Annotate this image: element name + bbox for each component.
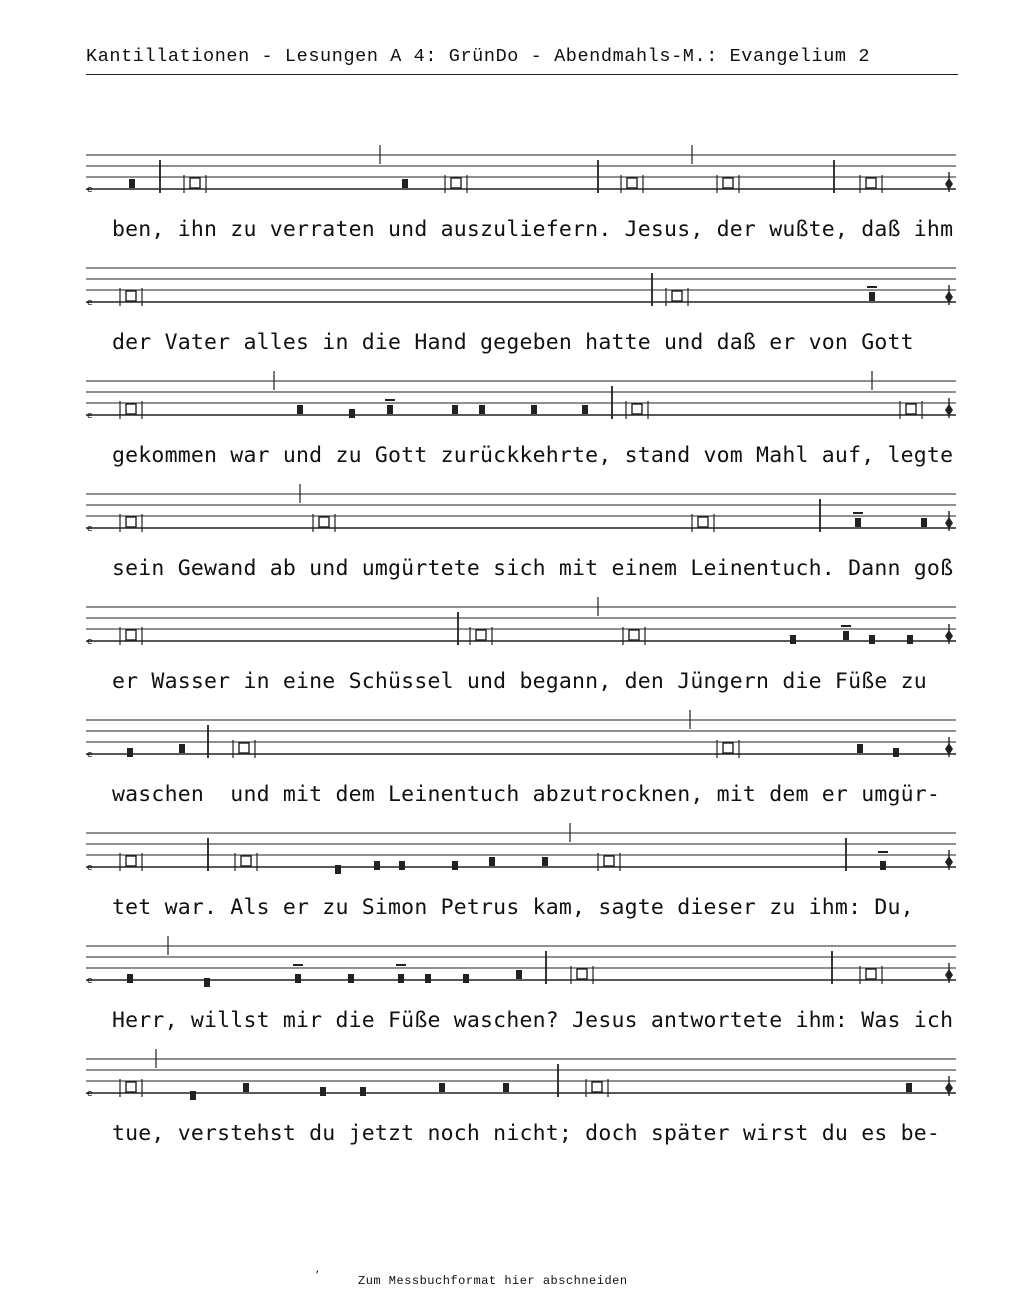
note: [489, 857, 495, 866]
reciting-note: [717, 175, 739, 193]
note: [531, 405, 537, 414]
note: [127, 748, 133, 757]
note: [452, 861, 458, 870]
reciting-note: [184, 175, 206, 193]
note: [295, 974, 301, 983]
reciting-note: [120, 853, 142, 871]
note: [398, 974, 404, 983]
reciting-note: [120, 1079, 142, 1097]
reciting-note: [120, 288, 142, 306]
clef-icon: e: [87, 637, 93, 647]
lyric-line: gekommen war und zu Gott zurückkehrte, stand vom Mahl auf, legte: [112, 443, 954, 468]
note: [204, 978, 210, 987]
note: [127, 974, 133, 983]
note: [335, 865, 341, 874]
note: [374, 861, 380, 870]
note: [790, 635, 796, 644]
reciting-note: [571, 966, 593, 984]
note: [399, 861, 405, 870]
clef-icon: e: [87, 524, 93, 534]
staff-system: [86, 936, 956, 987]
note: [893, 748, 899, 757]
note: [855, 518, 861, 527]
lyric-line: ben, ihn zu verraten und auszuliefern. Jesus, der wußte, daß ihm: [112, 217, 954, 242]
note: [349, 409, 355, 418]
clef-icon: e: [87, 411, 93, 421]
note: [360, 1087, 366, 1096]
clef-icon: e: [87, 1089, 93, 1099]
clef-icon: e: [87, 298, 93, 308]
note: [387, 405, 393, 414]
lyric-line: Herr, willst mir die Füße waschen? Jesus antwortete ihm: Was ich: [112, 1008, 954, 1033]
note: [439, 1083, 445, 1092]
note: [190, 1091, 196, 1100]
staff-system: [86, 484, 956, 534]
staff-system: [86, 710, 956, 760]
staff-system: [86, 597, 956, 647]
staff-system: [86, 145, 956, 195]
reciting-note: [120, 401, 142, 419]
note: [921, 518, 927, 527]
note: [297, 405, 303, 414]
reciting-note: [900, 401, 922, 419]
staff-system: [86, 268, 956, 308]
note: [516, 970, 522, 979]
reciting-note: [120, 627, 142, 645]
reciting-note: [860, 175, 882, 193]
reciting-note: [233, 740, 255, 758]
reciting-note: [623, 627, 645, 645]
clef-icon: e: [87, 976, 93, 986]
lyric-line: tet war. Als er zu Simon Petrus kam, sagte dieser zu ihm: Du,: [112, 895, 914, 920]
staff-system: [86, 371, 956, 421]
reciting-note: [717, 740, 739, 758]
reciting-note: [692, 514, 714, 532]
reciting-note: [598, 853, 620, 871]
reciting-note: [120, 514, 142, 532]
note: [582, 405, 588, 414]
reciting-note: [666, 288, 688, 306]
note: [320, 1087, 326, 1096]
staff-system: [86, 1049, 956, 1100]
lyric-line: waschen und mit dem Leinentuch abzutrocknen, mit dem er umgür-: [112, 782, 941, 807]
note: [425, 974, 431, 983]
note: [906, 1083, 912, 1092]
reciting-note: [621, 175, 643, 193]
lyric-line: sein Gewand ab und umgürtete sich mit einem Leinentuch. Dann goß: [112, 556, 954, 581]
page-header-title: Kantillationen - Lesungen A 4: GrünDo - Abendmahls-M.: Evangelium 2: [86, 46, 871, 67]
lyric-line: er Wasser in eine Schüssel und begann, den Jüngern die Füße zu: [112, 669, 927, 694]
lyric-line: tue, verstehst du jetzt noch nicht; doch später wirst du es be-: [112, 1121, 941, 1146]
reciting-note: [626, 401, 648, 419]
cut-mark: ʼ: [314, 1270, 321, 1281]
reciting-note: [586, 1079, 608, 1097]
note: [503, 1083, 509, 1092]
note: [880, 861, 886, 870]
note: [348, 974, 354, 983]
note: [869, 292, 875, 301]
reciting-note: [445, 175, 467, 193]
note: [402, 179, 408, 188]
reciting-note: [235, 853, 257, 871]
note: [479, 405, 485, 414]
note: [243, 1083, 249, 1092]
note: [907, 635, 913, 644]
reciting-note: [313, 514, 335, 532]
footer-cut-instruction: Zum Messbuchformat hier abschneiden: [358, 1274, 628, 1288]
lyric-line: der Vater alles in die Hand gegeben hatte und daß er von Gott: [112, 330, 914, 355]
reciting-note: [470, 627, 492, 645]
note: [542, 857, 548, 866]
note: [452, 405, 458, 414]
note: [843, 631, 849, 640]
clef-icon: e: [87, 863, 93, 873]
note: [463, 974, 469, 983]
note: [179, 744, 185, 753]
note: [869, 635, 875, 644]
note: [857, 744, 863, 753]
reciting-note: [860, 966, 882, 984]
clef-icon: e: [87, 185, 93, 195]
staff-system: [86, 823, 956, 874]
clef-icon: e: [87, 750, 93, 760]
note: [129, 179, 135, 188]
